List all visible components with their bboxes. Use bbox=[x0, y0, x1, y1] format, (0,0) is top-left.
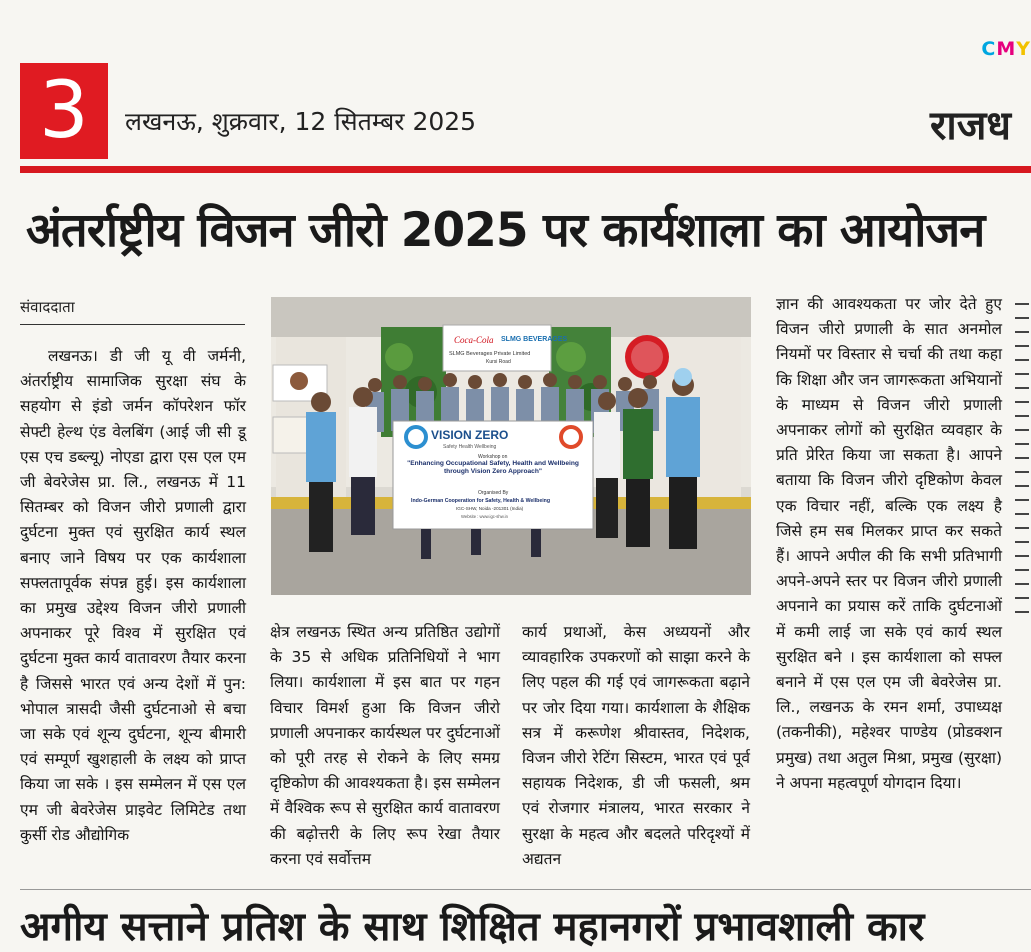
svg-text:Organised By: Organised By bbox=[478, 490, 509, 496]
svg-text:IGC-SHW, Noida -201301 (India): IGC-SHW, Noida -201301 (India) bbox=[456, 506, 524, 511]
adjacent-column-fragment bbox=[1012, 292, 1031, 852]
next-article-headline: अगीय सत्ताने प्रतिश के साथ शिक्षित महानगरों प्रभावशाली कार bbox=[20, 904, 925, 950]
slmg-logo: SLMG BEVERAGES bbox=[501, 336, 568, 343]
byline-rule bbox=[20, 324, 245, 325]
svg-text:SLMG Beverages Private Limited: SLMG Beverages Private Limited bbox=[449, 351, 531, 357]
event-photo: Coca-Cola SLMG BEVERAGES SLMG Beverages Private Limited Kursi Road VISION ZERO Safety Health Wellbeing Workshop on "Enhancing Occupational Safety, Health and Wellbeing through Vision Zero Approach" Organised By Indo-German Cooperation for Safety, Health & Wellbeing IGC-SHW, Noida -201301 (India) Website : www.igc-shw.in bbox=[271, 297, 751, 595]
dateline: लखनऊ, शुक्रवार, 12 सितम्बर 2025 bbox=[125, 107, 477, 136]
svg-text:Safety Health Wellbeing: Safety Health Wellbeing bbox=[443, 444, 497, 450]
article-column-2: क्षेत्र लखनऊ स्थित अन्य प्रतिष्ठित उद्योगों के 35 से अधिक प्रतिनिधियों ने भाग लिया। कार्यशाला में इस बात पर गहन विचार विमर्श हुआ कि विजन जीरो प्रणाली अपनाकर कार्यस्थल पर दुर्घटनाओं को पूरी तरह से रोकने के लिए समग्र दृष्टिकोण की आवश्यकता है। इस सम्मेलन में वैश्विक रूप से सुरक्षित कार्य वातावरण की बढ़ोत्तरी के लिए रूप रेखा तैयार करना एवं सर्वोत्तम bbox=[270, 623, 500, 868]
article-column-4: ज्ञान की आवश्यकता पर जोर देते हुए विजन जीरो प्रणाली के सात अनमोल नियमों पर विस्तार से चर्चा की तथा कहा कि शिक्षा और जन जागरूकता अभियानों के माध्यम से विजन जीरो प्रणाली अपनाकर लोगों को सुरक्षित व्यवहार के प्रति प्रेरित किया जा सकता है। आपने बताया कि विजन जीरो दृष्टिकोण केवल एक विचार नहीं, बल्कि एक लक्ष्य है जिसे हम सब मिलकर प्राप्त कर सकते हैं। आपने अपील की कि सभी प्रतिभागी अपने-अपने स्तर पर विजन जीरो प्रणाली अपनाने का प्रयास करें ताकि दुर्घटनाओं में कमी लाई जा सके एवं कार्य स्थल सुरक्षित बने । इस कार्यशाला को सफ्ल बनाने में एस एल एम जी बेवरेजेस प्रा. लि., लखनऊ के रमन शर्मा, उपाध्यक्ष (तकनीकी), महेश्वर पाण्डेय (प्रोडक्शन प्रमुख) तथा अतुल मिश्रा, प्रमुख (सुरक्षा) ने अपना महत्वपूर्ण योगदान दिया। bbox=[776, 295, 1002, 792]
byline: संवाददाता bbox=[20, 298, 75, 316]
article-column-1: लखनऊ। डी जी यू वी जर्मनी, अंतर्राष्ट्रीय सामाजिक सुरक्षा संघ के सहयोग से इंडो जर्मन कॉपरेशन फॉर सेफ्टी हेल्थ एंड वेलबिंग (आई जी सी डू एस एच डब्ल्यू) नोएडा द्वारा एस एल एम जी बेवरेजेस प्रा. लि., लखनऊ में 11 सितम्बर को विजन जीरो प्रणाली द्वारा दुर्घटना मुक्त एवं सुरक्षित कार्य स्थल बनाए जाने विषय पर एक कार्यशाला सफ्लतापूर्वक संपन्न हुई। इस कार्यशाला का प्रमुख उद्देश्य विजन जीरो प्रणाली अपनाकर पूरे विश्व में सुरक्षित एवं दुर्घटना मुक्त कार्य वातावरण तैयार करना है जिससे भारत एवं अन्य देशों में पुन: भोपाल त्रासदी जैसी दुर्घटनाओ से बचा जा सके एवं शून्य दुर्घटना, शून्य बीमारी एवं सम्पूर्ण खुशहाली के लक्ष्य को प्राप्त किया जा सके । इस सम्मेलन में एस एल एम जी बेवरेजेस प्राइवेट लिमिटेड तथा कुर्सी रोड औद्योगिक bbox=[20, 347, 246, 844]
svg-text:Workshop on: Workshop on bbox=[478, 454, 508, 460]
svg-text:Website : www.igc-shw.in: Website : www.igc-shw.in bbox=[461, 514, 508, 519]
article-headline: अंतर्राष्ट्रीय विजन जीरो 2025 पर कार्यशाला का आयोजन bbox=[26, 203, 985, 258]
coca-cola-logo: Coca-Cola bbox=[454, 335, 494, 345]
banner-title: VISION ZERO bbox=[431, 428, 509, 442]
color-registration-mark: CMY bbox=[981, 38, 1031, 60]
svg-text:Indo-German Cooperation for Sa: Indo-German Cooperation for Safety, Health & Wellbeing bbox=[411, 498, 551, 504]
newspaper-masthead: राजध bbox=[930, 103, 1011, 149]
svg-text:Kursi Road: Kursi Road bbox=[486, 359, 511, 365]
page-number-box: 3 bbox=[20, 63, 108, 159]
article-column-3: कार्य प्रथाओं, केस अध्ययनों और व्यावहारिक उपकरणों को साझा करने के लिए पहल की गई एवं जागरूकता बढ़ाने पर जोर दिया गया। कार्यशाला के शैक्षिक सत्र में करूणेश श्रीवास्तव, निदेशक, विजन जीरो रेटिंग सिस्टम, भारत एवं पूर्व सहायक निदेशक, डी जी फसली, श्रम एवं रोजगार मंत्रालय, भारत सरकार ने सुरक्षा के महत्व और बदलते परिदृश्यों में अद्यतन bbox=[522, 623, 750, 868]
header-rule bbox=[20, 166, 1031, 173]
footer-rule bbox=[20, 889, 1031, 890]
